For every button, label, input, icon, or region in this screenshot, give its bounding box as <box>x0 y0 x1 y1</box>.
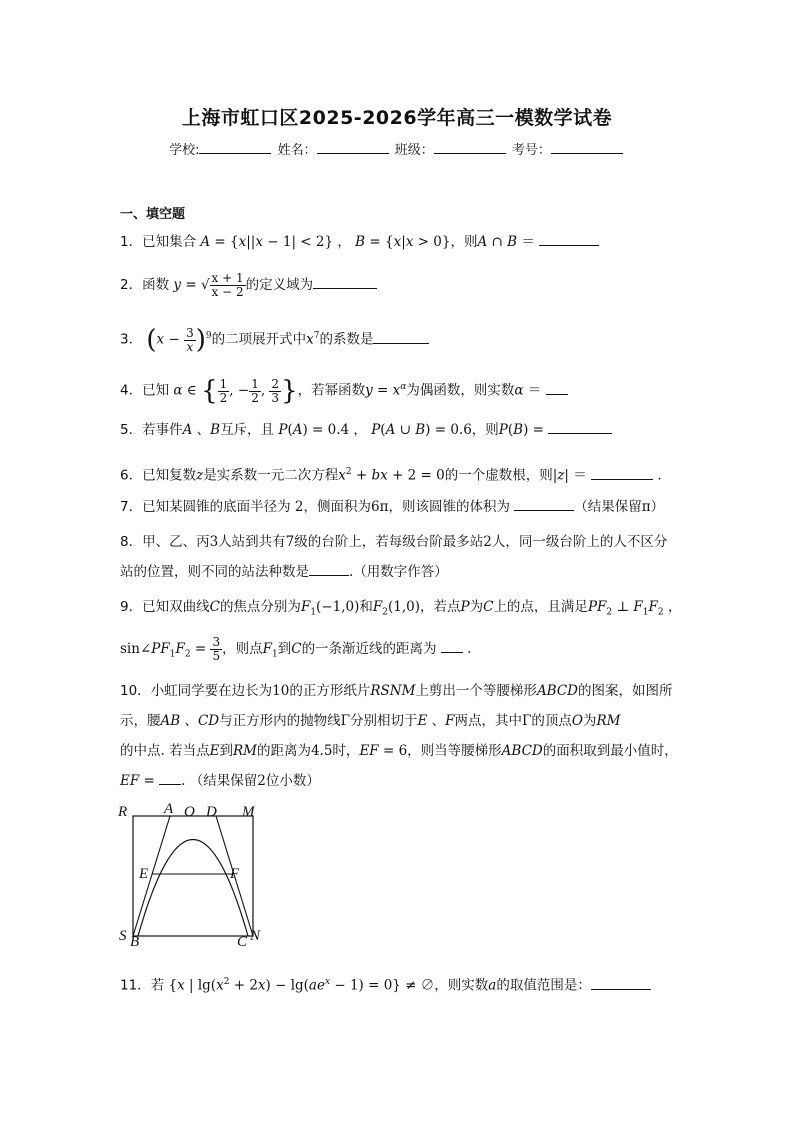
exam-number-label: 考号： <box>511 143 551 158</box>
answer-blank-2[interactable] <box>313 276 377 289</box>
question-10: 10．小虹同学要在边长为10的正方形纸片RSNM上剪出一个等腰梯形ABCD的图案，如图所示，腰AB 、CD与正方形内的抛物线Γ分别相切于E 、F两点，其中Γ的顶点O为RM 的中点. 若当点E到RM的距离为4.5时，EF = 6，则当等腰梯形ABCD的面积取到最小值时，EF = . （结果保留2位小数） <box>120 683 678 789</box>
student-info-line <box>0 139 794 158</box>
question-9-line-2: $\sin\angle PF_1F_2$ = $\frac{3}{5}$ ，则点$F_1$到C的一条渐近线的距离为 . <box>120 635 472 663</box>
answer-blank-8[interactable] <box>309 563 349 576</box>
question-3: 3． (x − $\frac{3}{x}$ )$^9$的二项展开式中$x^7$的系数是 <box>120 326 429 354</box>
question-1: 1．已知集合 A = {x||x − 1| < 2} ， B = {x|x > 0}，则A ∩ B ＝ <box>120 232 599 252</box>
answer-blank-5[interactable] <box>548 421 612 434</box>
class-label: 班级： <box>394 143 434 158</box>
label-b: B <box>130 934 140 948</box>
answer-blank-10[interactable] <box>159 772 181 785</box>
question-2: 2．函数 y = √ $\frac{x + 1}{x - 2}$ 的定义域为 <box>120 272 377 299</box>
name-label: 姓名： <box>277 143 317 158</box>
section-title: 一、填空题 <box>120 207 186 222</box>
answer-blank-1[interactable] <box>539 233 599 246</box>
sqrt-expression: √ $\frac{x + 1}{x - 2}$ <box>200 271 244 299</box>
school-blank[interactable] <box>199 141 271 154</box>
question-7: 7．已知某圆锥的底面半径为 2，侧面积为6π，则该圆锥的体积为 （结果保留π） <box>120 499 665 515</box>
label-r: R <box>118 804 128 820</box>
class-blank[interactable] <box>434 141 506 154</box>
answer-blank-11[interactable] <box>591 977 651 990</box>
label-m: M <box>242 804 255 820</box>
trapezoid-parabola-figure <box>116 798 266 948</box>
answer-blank-7[interactable] <box>514 498 574 511</box>
question-9: 9．已知双曲线C的焦点分别为$F_1(-1,0)$和$F_2(1,0)$，若点P为C上的点，且满足$PF_2$ ⊥ $F_1F_2$ ， <box>120 599 682 618</box>
label-s: S <box>119 928 127 944</box>
label-a: A <box>164 801 174 817</box>
question-8: 8．甲、乙、丙3人站到共有7级的台阶上，若每级台阶最多站2人，同一级台阶上的人不区分站的位置，则不同的站法种数是 .（用数字作答） <box>120 534 668 580</box>
label-o: O <box>184 804 195 820</box>
question-11: 11．若 {x | $\lg(x^2 + 2x) - \lg(ae^x - 1) = 0$} ≠ ∅，则实数a的取值范围是： <box>120 972 651 996</box>
name-blank[interactable] <box>317 141 389 154</box>
label-e: E <box>139 866 149 882</box>
answer-blank-4[interactable] <box>546 382 568 395</box>
question-4: 4．已知 α ∈ { $\frac{1}{2}$ , − $\frac{1}{2}$ , $\frac{2}{3}$ }，若幂函数$y = x^\alpha$为偶函数，则实数α ＝ <box>120 377 568 405</box>
answer-blank-9[interactable] <box>441 640 463 653</box>
parabola-gamma <box>138 840 248 937</box>
label-c: C <box>237 934 248 948</box>
school-label: 学校: <box>169 143 200 158</box>
question-6: 6．已知复数z是实系数一元二次方程$x^2$ + bx + 2 = 0的一个虚数根，则|z| ＝ . <box>120 467 662 484</box>
label-d: D <box>206 804 217 820</box>
answer-blank-3[interactable] <box>373 331 429 344</box>
label-n: N <box>250 928 261 944</box>
exam-number-blank[interactable] <box>551 141 623 154</box>
answer-blank-6[interactable] <box>591 467 653 480</box>
exam-title: 上海市虹口区2025-2026学年高三一模数学试卷 <box>181 107 613 129</box>
question-5: 5．若事件A 、B互斥，且 P(A) = 0.4 ， P(A ∪ B) = 0.6，则P(B) = <box>120 420 612 440</box>
label-f: F <box>230 866 240 882</box>
